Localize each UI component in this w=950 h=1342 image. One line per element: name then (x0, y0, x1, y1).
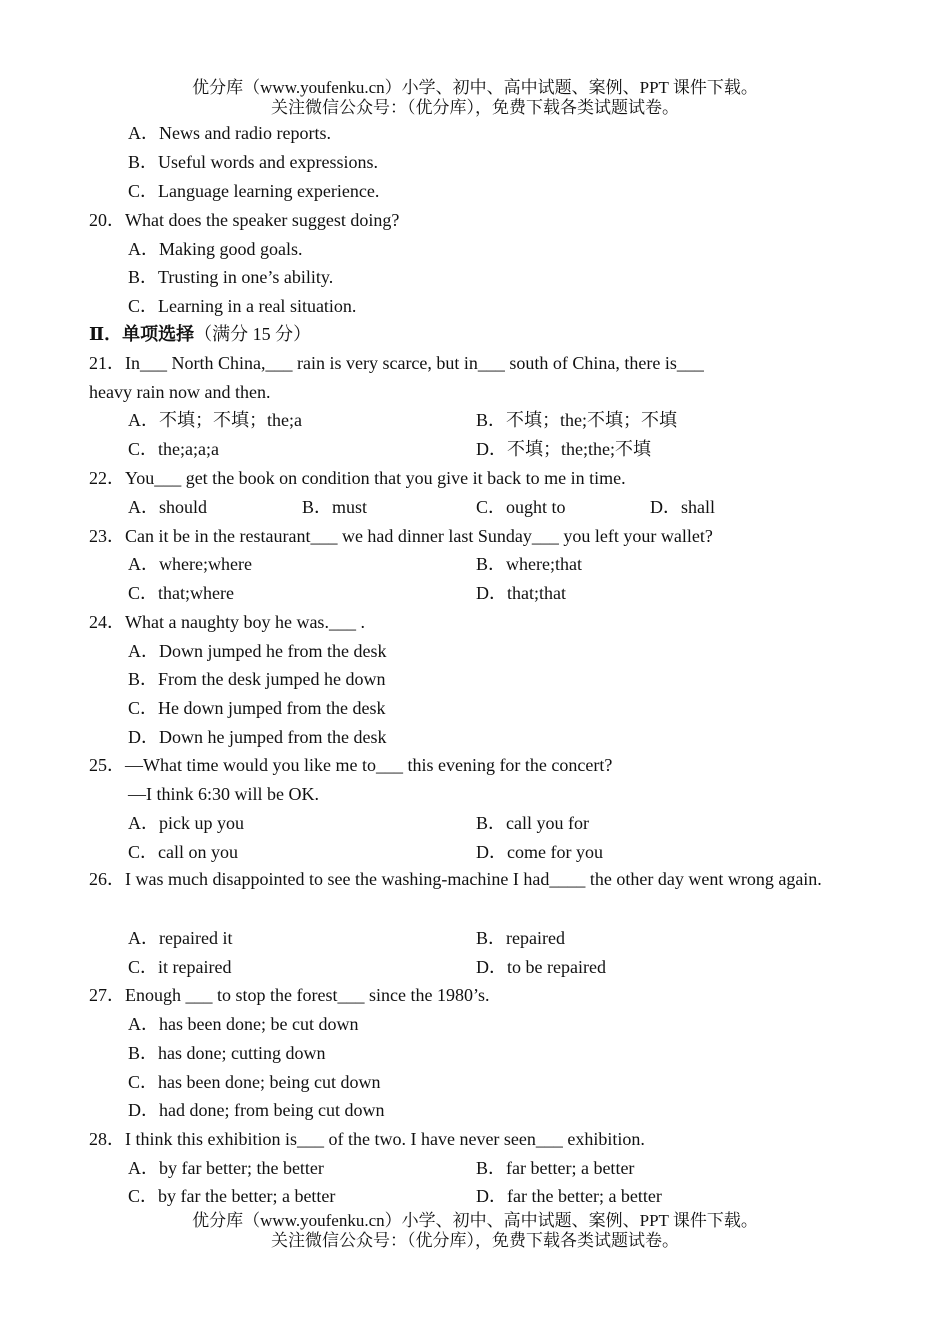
q21-option-a: A．不填；不填；the;a (128, 410, 302, 430)
q28-option-d: D．far the better; a better (476, 1186, 662, 1206)
footer-line-1: 优分库（www.youfenku.cn）小学、初中、高中试题、案例、PPT 课件下载。 (192, 1211, 758, 1230)
q26-option-d: D．to be repaired (476, 957, 606, 977)
q19-option-c: C．Language learning experience. (128, 181, 380, 201)
q24-option-d: D．Down he jumped from the desk (128, 727, 387, 747)
q22-stem: 22．You___ get the book on condition that you give it back to me in time. (89, 468, 626, 488)
q21-stem-line2: heavy rain now and then. (89, 382, 271, 402)
q27-option-a: A．has been done; be cut down (128, 1014, 359, 1034)
q28-stem: 28．I think this exhibition is___ of the two. I have never seen___ exhibition. (89, 1129, 645, 1149)
q25-option-d: D．come for you (476, 842, 603, 862)
q23-option-b: B．where;that (476, 554, 582, 574)
q23-stem: 23．Can it be in the restaurant___ we had dinner last Sunday___ you left your wallet? (89, 526, 713, 546)
q23-option-a: A．where;where (128, 554, 252, 574)
q28-option-b: B．far better; a better (476, 1158, 635, 1178)
q25-reply: —I think 6:30 will be OK. (128, 784, 319, 804)
q27-option-c: C．has been done; being cut down (128, 1072, 381, 1092)
q20-option-b: B．Trusting in one’s ability. (128, 267, 334, 287)
q24-stem: 24．What a naughty boy he was.___ . (89, 612, 365, 632)
q19-option-b: B．Useful words and expressions. (128, 152, 378, 172)
q24-option-a: A．Down jumped he from the desk (128, 641, 387, 661)
q21-option-b: B．不填；the;不填；不填 (476, 410, 677, 430)
q22-option-b: B．must (302, 497, 368, 517)
q23-option-c: C．that;where (128, 583, 234, 603)
q26-option-b: B．repaired (476, 928, 565, 948)
q27-option-b: B．has done; cutting down (128, 1043, 326, 1063)
section-title: 单项选择 (122, 324, 195, 344)
section-heading (89, 323, 311, 345)
q28-option-a: A．by far better; the better (128, 1158, 324, 1178)
q26-stem: 26．I was much disappointed to see the washing-machine I had____ the other day went wrong again. (89, 869, 822, 889)
q26-option-c: C．it repaired (128, 957, 232, 977)
q24-option-b: B．From the desk jumped he down (128, 669, 386, 689)
q28-option-c: C．by far the better; a better (128, 1186, 336, 1206)
q22-option-a: A．should (128, 497, 208, 517)
q20-option-a: A．Making good goals. (128, 239, 303, 259)
header-line-1: 优分库（www.youfenku.cn）小学、初中、高中试题、案例、PPT 课件下载。 (192, 78, 758, 97)
q22-option-d: D．shall (650, 497, 715, 517)
q20-option-c: C．Learning in a real situation. (128, 296, 357, 316)
q21-option-c: C．the;a;a;a (128, 439, 219, 459)
q25-option-a: A．pick up you (128, 813, 244, 833)
q25-option-c: C．call on you (128, 842, 238, 862)
q27-option-d: D．had done; from being cut down (128, 1100, 385, 1120)
q27-stem: 27．Enough ___ to stop the forest___ since the 1980’s. (89, 985, 490, 1005)
q23-option-d: D．that;that (476, 583, 566, 603)
q25-option-b: B．call you for (476, 813, 589, 833)
q19-option-a: A．News and radio reports. (128, 123, 331, 143)
q24-option-c: C．He down jumped from the desk (128, 698, 386, 718)
footer-line-2: 关注微信公众号：（优分库），免费下载各类试题试卷。 (271, 1231, 679, 1250)
q26-option-a: A．repaired it (128, 928, 233, 948)
q21-option-d: D．不填；the;the;不填 (476, 439, 651, 459)
header-line-2: 关注微信公众号：（优分库），免费下载各类试题试卷。 (271, 98, 679, 117)
section-roman: Ⅱ． (89, 324, 123, 344)
q25-stem: 25．—What time would you like me to___ this evening for the concert? (89, 755, 613, 775)
q22-option-c: C．ought to (476, 497, 566, 517)
section-score: （满分 15 分） (194, 324, 312, 344)
q21-stem-line1: 21．In___ North China,___ rain is very scarce, but in___ south of China, there is___ (89, 353, 704, 373)
q20-stem: 20．What does the speaker suggest doing? (89, 210, 400, 230)
